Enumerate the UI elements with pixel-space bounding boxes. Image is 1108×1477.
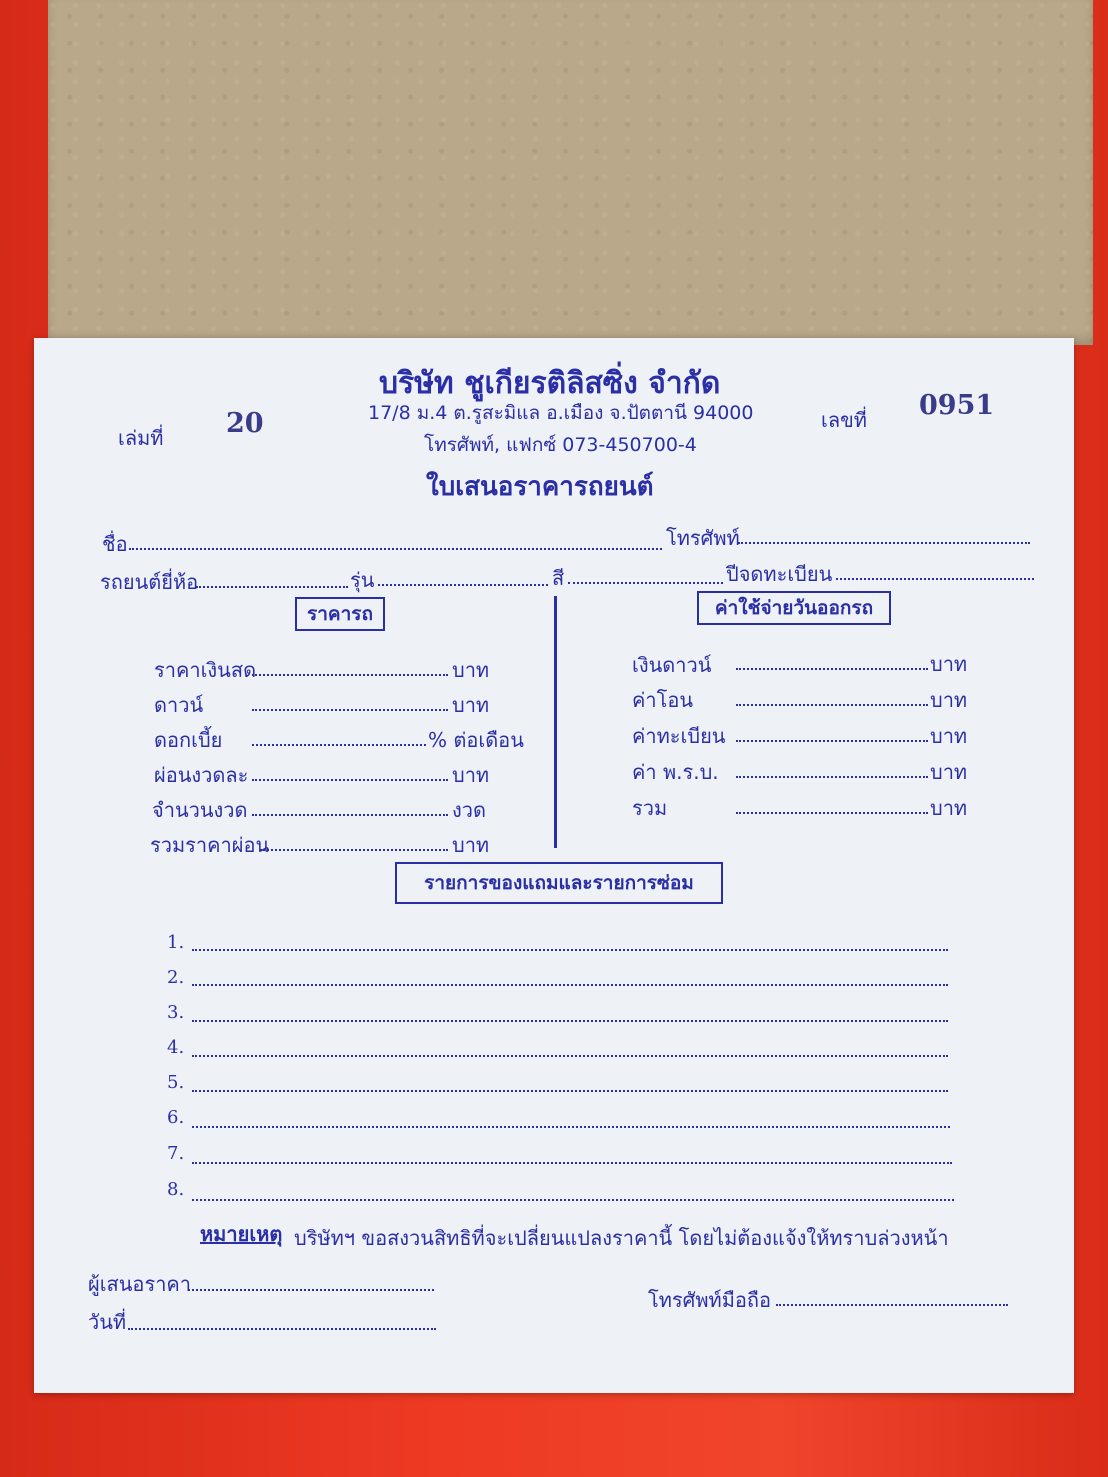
down-unit: บาท [452,693,490,717]
color-field[interactable] [568,582,723,584]
item-number: 8. [167,1179,185,1200]
item-line-3[interactable] [192,1020,948,1022]
model-label: รุ่น [350,568,375,592]
name-label: ชื่อ [102,532,128,556]
installment-label: ผ่อนงวดละ [154,763,249,787]
down-payment-unit: บาท [930,652,968,676]
total-installment-unit: บาท [452,833,490,857]
item-number: 5. [167,1072,185,1093]
term-count-label: จำนวนงวด [152,798,248,822]
date-field[interactable] [128,1328,436,1330]
price-section-heading: ราคารถ [295,597,385,631]
expense-total-label: รวม [632,796,668,820]
expense-total-unit: บาท [930,796,968,820]
item-number: 1. [167,932,185,953]
interest-label: ดอกเบี้ย [154,728,223,752]
date-label: วันที่ [88,1310,127,1334]
item-number: 7. [167,1143,185,1164]
item-line-1[interactable] [192,949,948,951]
color-label: สี [552,566,565,590]
cash-price-label: ราคาเงินสด [154,658,257,682]
registration-fee-field[interactable] [736,740,928,742]
note-text: บริษัทฯ ขอสงวนสิทธิที่จะเปลี่ยนแปลงราคานี้ โดยไม่ต้องแจ้งให้ทราบล่วงหน้า [294,1226,949,1250]
item-line-8[interactable] [192,1199,954,1201]
interest-unit: % ต่อเดือน [428,728,524,752]
brand-field[interactable] [196,586,348,588]
book-number: 20 [226,408,264,439]
down-payment-field[interactable] [736,668,928,670]
expense-section-heading: ค่าใช้จ่ายวันออกรถ [697,591,891,625]
down-payment-label: เงินดาวน์ [632,653,712,677]
item-number: 6. [167,1107,185,1128]
cash-price-field[interactable] [252,674,448,676]
quotation-form [34,338,1074,1393]
company-phone: โทรศัพท์, แฟกซ์ 073-450700-4 [424,434,697,456]
insurance-fee-label: ค่า พ.ร.บ. [632,760,719,784]
company-name: บริษัท ชูเกียรติลิสซิ่ง จำกัด [379,366,721,401]
down-field[interactable] [252,709,448,711]
form-title: ใบเสนอราคารถยนต์ [426,472,654,502]
mobile-label: โทรศัพท์มือถือ [648,1288,772,1312]
section-divider [554,596,557,848]
items-section-heading: รายการของแถมและรายการซ่อม [395,862,723,904]
transfer-fee-unit: บาท [930,688,968,712]
reg-year-label: ปีจดทะเบียน [726,562,833,586]
item-line-7[interactable] [192,1162,952,1164]
reg-year-field[interactable] [836,578,1034,580]
note-heading: หมายเหตุ [200,1222,283,1246]
doc-number-label: เลขที่ [821,408,867,432]
registration-fee-label: ค่าทะเบียน [632,724,726,748]
mobile-field[interactable] [776,1304,1008,1306]
doc-number: 0951 [919,390,995,421]
phone-label: โทรศัพท์ [666,526,740,550]
item-line-2[interactable] [192,984,948,986]
name-field[interactable] [129,548,662,550]
total-installment-field[interactable] [260,849,448,851]
item-number: 3. [167,1002,185,1023]
item-line-5[interactable] [192,1090,948,1092]
term-count-field[interactable] [252,814,448,816]
item-line-6[interactable] [192,1126,950,1128]
book-label: เล่มที่ [118,426,164,450]
model-field[interactable] [378,584,548,586]
company-address: 17/8 ม.4 ต.รูสะมิแล อ.เมือง จ.ปัตตานี 94000 [368,402,754,424]
insurance-fee-field[interactable] [736,776,928,778]
transfer-fee-field[interactable] [736,704,928,706]
phone-field[interactable] [738,542,1030,544]
total-installment-label: รวมราคาผ่อน [150,833,270,857]
installment-field[interactable] [252,779,448,781]
interest-field[interactable] [252,744,426,746]
insurance-fee-unit: บาท [930,760,968,784]
registration-fee-unit: บาท [930,724,968,748]
booklet-cover [48,0,1093,345]
cash-price-unit: บาท [452,658,490,682]
offerer-field[interactable] [188,1289,434,1291]
brand-label: รถยนต์ยี่ห้อ [100,570,199,594]
item-number: 2. [167,967,185,988]
transfer-fee-label: ค่าโอน [632,688,694,712]
term-count-unit: งวด [452,798,486,822]
installment-unit: บาท [452,763,490,787]
item-line-4[interactable] [192,1055,948,1057]
down-label: ดาวน์ [154,693,204,717]
expense-total-field[interactable] [736,812,928,814]
item-number: 4. [167,1037,185,1058]
offerer-label: ผู้เสนอราคา [88,1272,192,1296]
